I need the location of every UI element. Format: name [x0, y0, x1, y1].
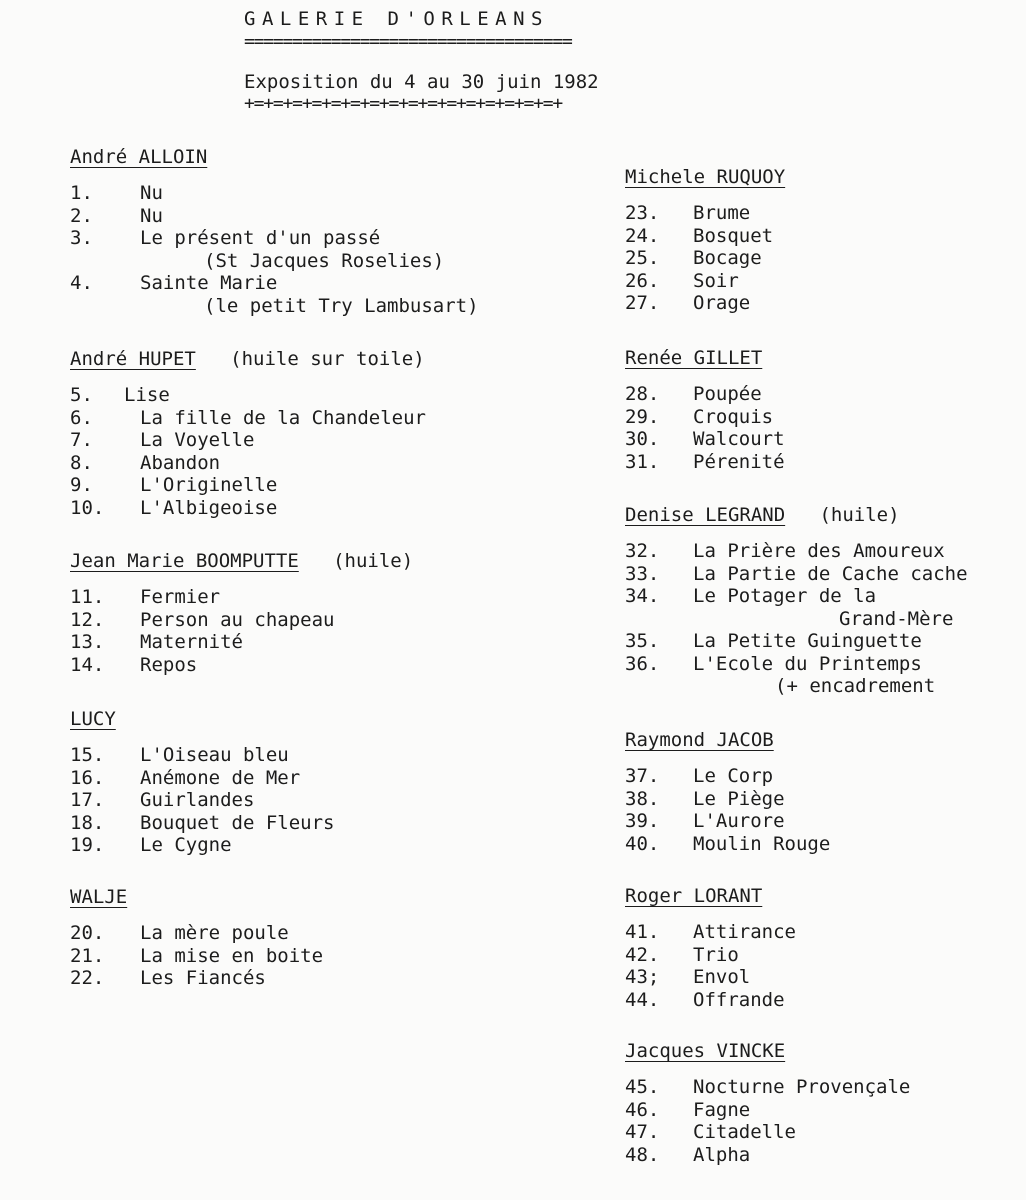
artwork-item [625, 292, 785, 315]
artwork-number: 14. [70, 653, 105, 676]
artwork-item [70, 967, 323, 990]
artwork-item [70, 497, 426, 520]
gallery-title: GALERIE D'ORLEANS [244, 8, 549, 30]
artwork-number: 9. [70, 474, 93, 496]
artwork-list [70, 922, 323, 990]
artwork-number: 28. [625, 383, 660, 405]
artwork-number: 11. [70, 586, 105, 608]
artwork-item [625, 989, 796, 1012]
artist-heading [625, 347, 785, 369]
artwork-number: 26. [625, 269, 660, 292]
artwork-item [625, 833, 830, 856]
artwork-title: Trio [693, 943, 739, 966]
artwork-number: 46. [625, 1098, 660, 1121]
artwork-number: 24. [625, 224, 660, 247]
artist-name: LUCY [70, 708, 116, 730]
artist-heading [70, 708, 334, 730]
artwork-number: 31. [625, 450, 660, 473]
artwork-number: 22. [70, 967, 105, 989]
artwork-item [70, 631, 413, 654]
medium-note: (huile) [333, 550, 414, 572]
artwork-title: Lise [124, 384, 170, 406]
artwork-title: La Voyelle [140, 429, 255, 451]
artwork-item [625, 428, 785, 451]
artwork-number: 1. [70, 182, 93, 204]
artwork-item [70, 272, 479, 317]
title-rule: ================================== [244, 31, 572, 52]
artwork-item [625, 202, 785, 225]
artist-section [70, 886, 323, 990]
artist-section [625, 504, 968, 698]
artwork-item [70, 834, 334, 857]
artwork-item [70, 384, 426, 407]
artwork-title: Le Potager de la [693, 585, 877, 607]
artwork-list [625, 921, 796, 1011]
medium-note: (huile sur toile) [230, 348, 425, 370]
artwork-number: 37. [625, 765, 660, 787]
artwork-number: 7. [70, 429, 93, 451]
artwork-title: L'Ecole du Printemps [693, 652, 922, 675]
artwork-title: Sainte Marie [140, 272, 278, 294]
artwork-item [625, 1144, 910, 1167]
artist-name: Roger LORANT [625, 885, 763, 907]
artwork-item [625, 944, 796, 967]
artwork-number: 35. [625, 630, 660, 652]
artwork-item [70, 922, 323, 945]
artwork-list [70, 744, 334, 857]
document-header [244, 6, 599, 114]
artwork-list [625, 1076, 910, 1166]
artwork-title: Brume [693, 202, 751, 224]
artwork-title: Repos [140, 653, 198, 676]
artwork-item [70, 474, 426, 497]
artwork-title: Pérenité [693, 450, 785, 473]
artwork-list [70, 182, 479, 317]
artwork-title: Moulin Rouge [693, 832, 831, 855]
artist-heading [70, 550, 413, 572]
artwork-list [625, 383, 785, 473]
artwork-item [625, 788, 830, 811]
artwork-number: 45. [625, 1076, 660, 1098]
artwork-item [625, 225, 785, 248]
artwork-number: 38. [625, 787, 660, 810]
artwork-item [70, 945, 323, 968]
medium-note: (huile) [819, 504, 900, 526]
artwork-item [625, 451, 785, 474]
artwork-title: Citadelle [693, 1121, 796, 1143]
artwork-item [625, 1099, 910, 1122]
artwork-item [625, 247, 785, 270]
artwork-number: 39. [625, 810, 660, 832]
artwork-number: 20. [70, 922, 105, 944]
artwork-list [70, 586, 413, 676]
artist-name: André ALLOIN [70, 146, 208, 168]
artwork-number: 3. [70, 227, 93, 249]
artwork-number: 36. [625, 652, 660, 675]
artwork-title: Person au chapeau [140, 608, 335, 631]
artwork-number: 27. [625, 292, 660, 314]
artwork-item [70, 452, 426, 475]
artist-heading [625, 1040, 910, 1062]
artwork-number: 23. [625, 202, 660, 224]
artist-section [625, 885, 796, 1011]
artwork-title: Nocturne Provençale [693, 1076, 911, 1098]
artist-section [625, 729, 830, 855]
artist-section [70, 708, 334, 857]
artwork-title: Abandon [140, 451, 221, 474]
artwork-number: 42. [625, 943, 660, 966]
artwork-title: Fagne [693, 1098, 751, 1121]
artist-heading [70, 886, 323, 908]
artwork-title: L'Originelle [140, 474, 278, 496]
artwork-item [70, 205, 479, 228]
artwork-title: La fille de la Chandeleur [140, 406, 426, 429]
artwork-item [625, 383, 785, 406]
artwork-number: 8. [70, 451, 93, 474]
artwork-title: Envol [693, 966, 751, 988]
artwork-number: 30. [625, 428, 660, 450]
artwork-number: 44. [625, 988, 660, 1011]
artwork-list [625, 202, 785, 315]
artwork-item [625, 966, 796, 989]
artwork-number: 34. [625, 585, 660, 607]
artist-heading [70, 348, 426, 370]
artwork-title: Fermier [140, 586, 221, 608]
artist-name: Renée GILLET [625, 347, 763, 369]
artwork-title: Guirlandes [140, 789, 255, 811]
artwork-number: 2. [70, 204, 93, 227]
artwork-item [70, 789, 334, 812]
artwork-item [625, 653, 968, 698]
artwork-title: Le Cygne [140, 834, 232, 856]
artwork-number: 4. [70, 272, 93, 294]
artwork-list [70, 384, 426, 519]
artwork-item [625, 1076, 910, 1099]
artwork-item [625, 630, 968, 653]
artwork-title: Nu [140, 204, 163, 227]
artwork-title: Le Piège [693, 787, 785, 810]
artwork-number: 19. [70, 834, 105, 856]
artwork-item [70, 586, 413, 609]
artwork-title: Soir [693, 269, 739, 292]
artwork-title: Le Corp [693, 765, 774, 787]
artist-name: Michele RUQUOY [625, 166, 786, 188]
artwork-number: 12. [70, 608, 105, 631]
artist-section [70, 146, 479, 317]
artwork-title-continuation: (St Jacques Roselies) [204, 249, 445, 272]
artist-name: Jacques VINCKE [625, 1040, 786, 1062]
artwork-title-continuation: (+ encadrement [775, 675, 936, 697]
artist-section [625, 1040, 910, 1166]
artist-heading [70, 146, 479, 168]
artwork-item [70, 812, 334, 835]
artwork-title: Offrande [693, 988, 785, 1011]
artwork-item [70, 744, 334, 767]
artwork-number: 17. [70, 789, 105, 811]
artist-section [625, 166, 785, 315]
artwork-number: 18. [70, 811, 105, 834]
artwork-number: 43; [625, 966, 660, 988]
artwork-item [70, 654, 413, 677]
artwork-title: Attirance [693, 921, 796, 943]
artwork-number: 33. [625, 562, 660, 585]
artwork-number: 5. [70, 384, 93, 406]
artwork-title: Les Fiancés [140, 967, 266, 989]
artwork-item [625, 921, 796, 944]
artist-heading [625, 885, 796, 907]
artwork-title: La Partie de Cache cache [693, 562, 968, 585]
artwork-title: Croquis [693, 405, 774, 428]
artwork-title: L'Aurore [693, 810, 785, 832]
artwork-title: Anémone de Mer [140, 766, 301, 789]
artwork-item [70, 182, 479, 205]
artwork-item [70, 767, 334, 790]
artwork-item [70, 609, 413, 632]
artwork-title-continuation: Grand-Mère [839, 607, 954, 630]
artwork-item [625, 270, 785, 293]
artwork-title: Bosquet [693, 224, 774, 247]
artwork-title: La Prière des Amoureux [693, 540, 945, 562]
artist-heading [625, 729, 830, 751]
artwork-number: 32. [625, 540, 660, 562]
artist-section [70, 348, 426, 519]
artist-name: André HUPET [70, 348, 196, 370]
artwork-number: 15. [70, 744, 105, 766]
artwork-number: 10. [70, 496, 105, 519]
artwork-number: 21. [70, 944, 105, 967]
artwork-number: 29. [625, 405, 660, 428]
artwork-title: Maternité [140, 631, 243, 653]
artwork-title: Poupée [693, 383, 762, 405]
artwork-number: 47. [625, 1121, 660, 1143]
artwork-title: Bocage [693, 247, 762, 269]
artist-section [625, 347, 785, 473]
artwork-title: Nu [140, 182, 163, 204]
artwork-title: Bouquet de Fleurs [140, 811, 335, 834]
artist-section [70, 550, 413, 676]
artwork-number: 6. [70, 406, 93, 429]
artist-name: WALJE [70, 886, 128, 908]
artwork-number: 48. [625, 1143, 660, 1166]
artist-heading [625, 166, 785, 188]
artwork-item [70, 407, 426, 430]
artwork-title: L'Albigeoise [140, 496, 278, 519]
artwork-item [625, 406, 785, 429]
artwork-item [70, 429, 426, 452]
artwork-number: 40. [625, 832, 660, 855]
artwork-title: La mère poule [140, 922, 289, 944]
artwork-title: Walcourt [693, 428, 785, 450]
artwork-title: Orage [693, 292, 751, 314]
artwork-title: La Petite Guinguette [693, 630, 922, 652]
artist-name: Denise LEGRAND [625, 504, 786, 526]
artwork-item [625, 585, 968, 630]
artwork-title: Le présent d'un passé [140, 227, 381, 249]
exhibition-dates: Exposition du 4 au 30 juin 1982 [244, 71, 599, 93]
artwork-title: Alpha [693, 1143, 751, 1166]
artwork-number: 41. [625, 921, 660, 943]
subtitle-rule: +=+=+=+=+=+=+=+=+=+=+=+=+=+=+=+=+ [244, 93, 563, 114]
artwork-title: L'Oiseau bleu [140, 744, 289, 766]
artwork-item [625, 765, 830, 788]
artwork-item [70, 227, 479, 272]
artwork-number: 13. [70, 631, 105, 653]
artwork-list [625, 765, 830, 855]
artist-heading [625, 504, 968, 526]
artwork-item [625, 563, 968, 586]
artwork-title-continuation: (le petit Try Lambusart) [204, 294, 479, 317]
artwork-number: 25. [625, 247, 660, 269]
artwork-item [625, 810, 830, 833]
artwork-item [625, 1121, 910, 1144]
artwork-title: La mise en boite [140, 944, 324, 967]
artist-name: Jean Marie BOOMPUTTE [70, 550, 299, 572]
artwork-list [625, 540, 968, 698]
artwork-number: 16. [70, 766, 105, 789]
artist-name: Raymond JACOB [625, 729, 774, 751]
artwork-item [625, 540, 968, 563]
